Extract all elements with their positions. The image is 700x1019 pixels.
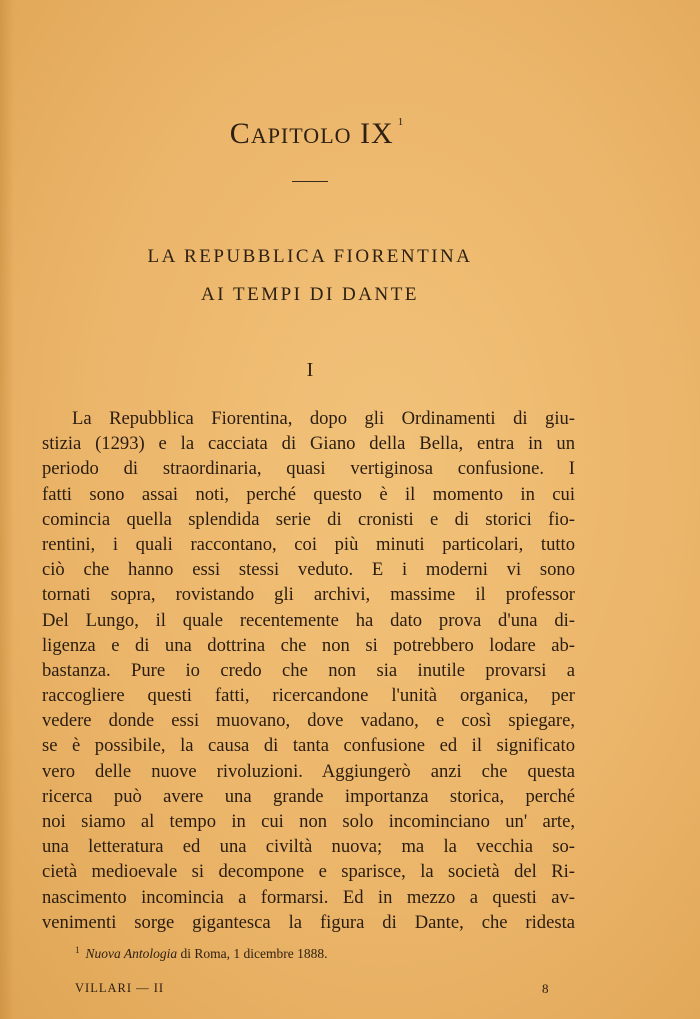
text-line: noi siamo al tempo in cui non solo incominciano un' arte, (42, 811, 575, 832)
text-line: ligenza e di una dottrina che non si potrebbero lodare ab- (42, 634, 575, 656)
footnote-mark: 1 (75, 945, 80, 955)
text-line: fatti sono assai noti, perché questo è il momento in cui (42, 483, 575, 505)
text-line: bastanza. Pure io credo che non sia inutile provarsi a (42, 659, 575, 681)
footnote-source: Nuova Antologia (85, 946, 178, 961)
text-line: cietà medioevale si decompone e sparisce, la società del Ri- (42, 861, 575, 883)
text-line: se è possibile, la causa di tanta confusione ed il significato (42, 735, 575, 757)
text-line: rentini, i quali raccontano, coi più minuti particolari, tutto (42, 533, 575, 555)
body-text (42, 406, 575, 935)
text-line: ciò che hanno essi stessi veduto. E i moderni vi sono (42, 559, 575, 581)
chapter-heading (0, 116, 634, 151)
text-line: Del Lungo, il quale recentemente ha dato prova d'una di- (42, 609, 575, 631)
text-line: comincia quella splendida serie di cronisti e di storici fio- (42, 508, 575, 530)
text-line: venimenti sorge gigantesca la figura di Dante, che ridesta (42, 911, 575, 933)
text-line: nascimento incomincia a formarsi. Ed in mezzo a questi av- (42, 886, 575, 908)
text-line: vero delle nuove rivoluzioni. Aggiungerò anzi che questa (42, 760, 575, 782)
text-line: una letteratura ed una civiltà nuova; ma la vecchia so- (42, 836, 575, 858)
text-line: raccogliere questi fatti, ricercandone l'unità organica, per (42, 685, 575, 707)
chapter-numeral: IX (360, 117, 394, 150)
text-line: vedere donde essi muovano, dove vadano, e così spiegare, (42, 710, 575, 732)
chapter-word: APITOLO (250, 123, 352, 148)
chapter-title-line-2: AI TEMPI DI DANTE (201, 284, 419, 305)
text-line: stizia (1293) e la cacciata di Giano della Bella, entra in un (42, 433, 575, 455)
page-number: 8 (542, 981, 549, 996)
heading-rule (292, 181, 328, 182)
text-line: La Repubblica Fiorentina, dopo gli Ordinamenti di giu- (72, 408, 575, 429)
chapter-title-line-1: LA REPUBBLICA FIORENTINA (147, 246, 473, 267)
footnote-text: di Roma, 1 dicembre 1888. (177, 946, 328, 961)
signature-mark: VILLARI — II (75, 981, 165, 995)
chapter-note-mark: 1 (397, 116, 405, 128)
text-line: periodo di straordinaria, quasi vertiginosa confusione. I (42, 458, 575, 480)
footnote (75, 945, 328, 962)
page-edge-shadow (0, 0, 14, 1019)
text-line: ricerca può avere una grande importanza storica, perché (42, 785, 575, 807)
text-line: tornati sopra, rovistando gli archivi, massime il professor (42, 584, 575, 606)
section-number: I (306, 359, 314, 381)
chapter-prefix: C (229, 117, 251, 150)
